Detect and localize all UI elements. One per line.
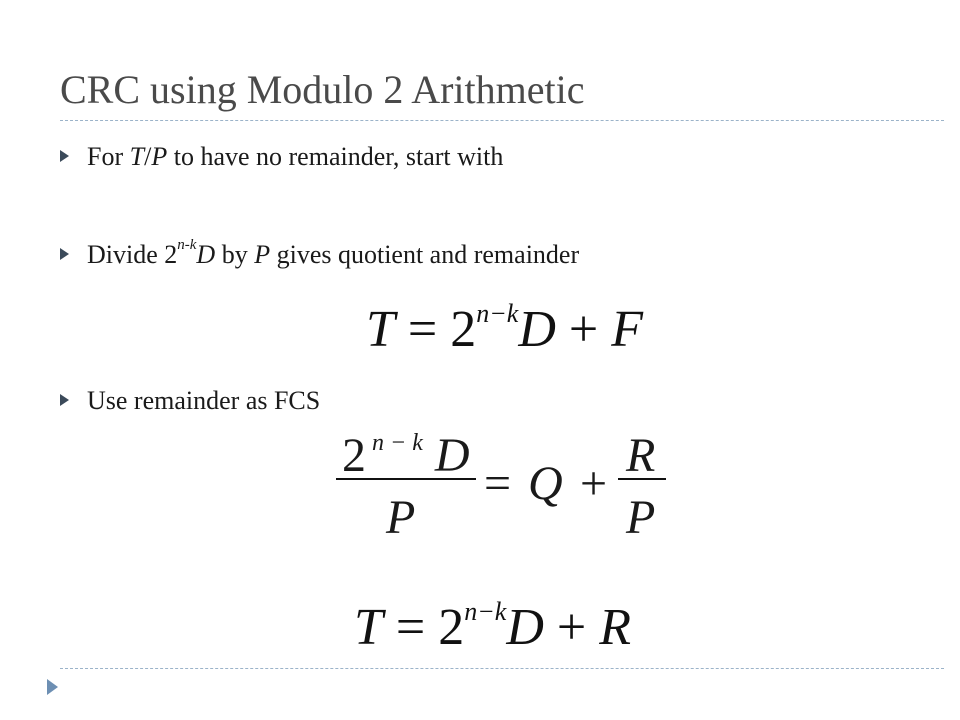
bullet-2-text: Divide 2$^{n-k}$D by P gives quotient and remainder	[87, 237, 580, 269]
bullet-1-text: For T/P to have no remainder, start with	[87, 142, 504, 171]
fraction-numerator: 2 $^{n - k}$ D	[342, 429, 470, 482]
equals-sign: =	[484, 457, 512, 510]
equation-t-equals-r: $T = 2^{n-k}D + R$	[354, 596, 631, 656]
bullet-item-2	[60, 237, 580, 270]
remainder-numerator: R	[626, 429, 656, 482]
title-divider	[60, 120, 944, 121]
triangle-bullet-icon	[60, 248, 69, 260]
triangle-bullet-icon	[60, 150, 69, 162]
triangle-footer-icon	[47, 679, 58, 695]
plus-sign: +	[580, 457, 608, 510]
remainder-denominator: P	[626, 491, 656, 544]
bullet-item-1	[60, 142, 503, 172]
quotient-symbol: Q	[528, 457, 563, 510]
footer-divider	[60, 668, 944, 669]
triangle-bullet-icon	[60, 394, 69, 406]
fraction-denominator: P	[386, 491, 416, 544]
equation-fraction	[336, 428, 676, 548]
fraction-bar	[336, 478, 476, 480]
bullet-item-3	[60, 386, 320, 416]
equation-t-equals-f: $T = 2^{n-k}D + F$	[366, 298, 643, 358]
fraction-bar-2	[618, 478, 666, 480]
bullet-3-text: Use remainder as FCS	[87, 386, 321, 415]
slide-title: CRC using Modulo 2 Arithmetic	[60, 67, 585, 112]
